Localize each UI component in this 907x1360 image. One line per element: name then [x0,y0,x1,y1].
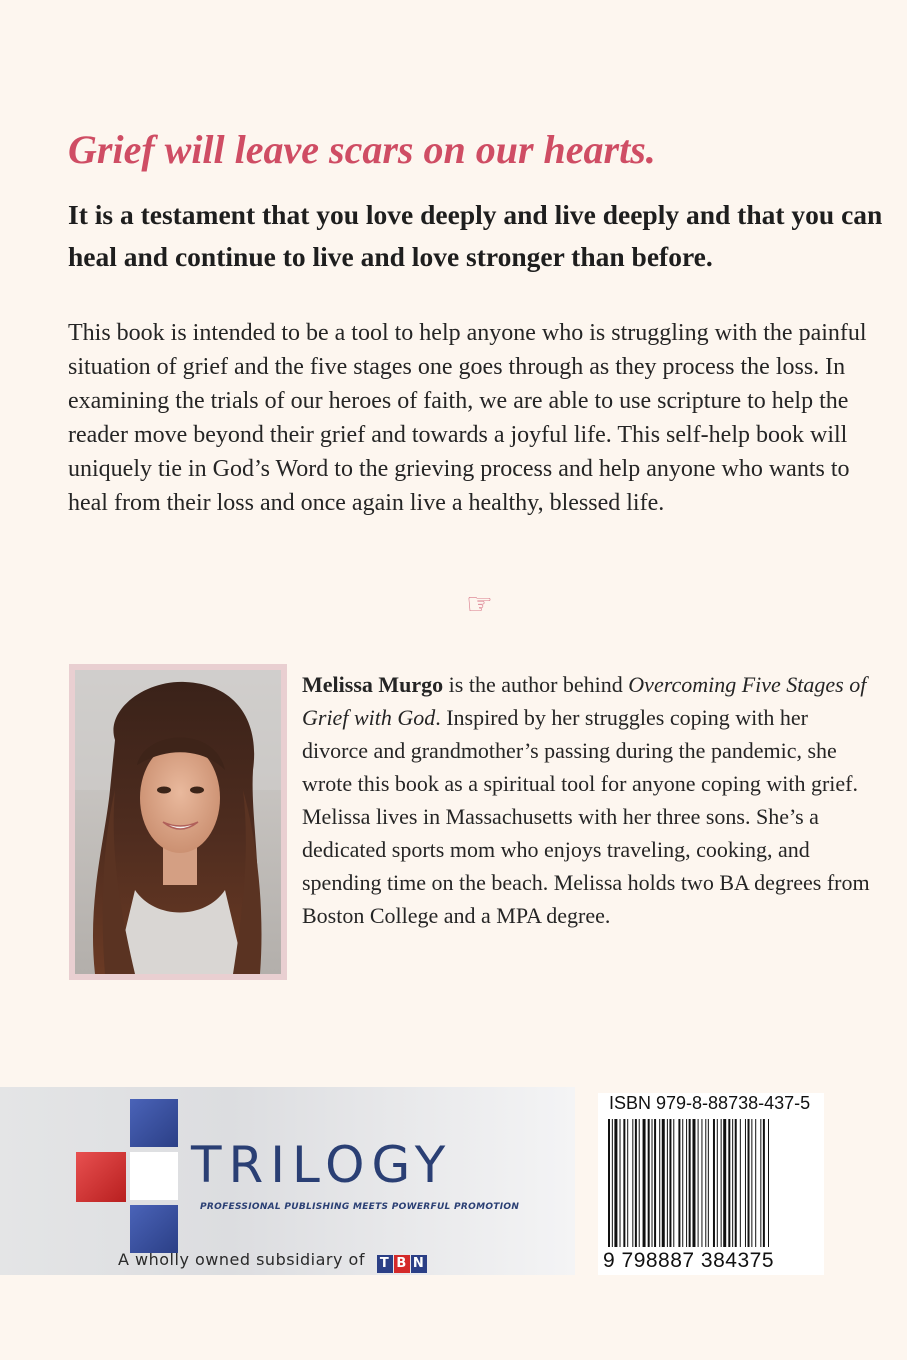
publisher-tagline: PROFESSIONAL PUBLISHING MEETS POWERFUL PROMOTION [200,1202,520,1212]
logo-square-bottom [130,1205,178,1253]
author-name: Melissa Murgo [302,672,444,697]
publisher-name: TRILOGY [191,1136,453,1194]
tbn-logo [377,1252,428,1273]
headline: Grief will leave scars on our hearts. [68,127,656,172]
tbn-letter-t: T [377,1255,393,1273]
logo-square-top [130,1099,178,1147]
pointing-hand-icon: ☞ [466,587,493,622]
publisher-banner [0,1087,575,1275]
isbn-label: ISBN 979-8-88738-437-5 [609,1093,811,1113]
tbn-letter-b: B [394,1255,410,1273]
author-bio [302,668,877,932]
subsidiary-text: A wholly owned subsidiary of [118,1250,365,1269]
barcode-digits: 9 798887 384375 [603,1249,774,1272]
book-description: This book is intended to be a tool to help anyone who is struggling with the painful situation of grief and the five stages one goes through as they process the loss. In examining the trials of our heroes of faith, we are able to use scripture to help the reader move beyond their grief and towards a joyful life. This self-help book will uniquely tie in God’s Word to the grieving process and help anyone who wants to heal from their loss and once again live a healthy, blessed life. [68,320,867,516]
logo-square-left [76,1152,126,1202]
barcode-box [598,1093,824,1275]
author-photo [75,670,281,974]
subhead: It is a testament that you love deeply and live deeply and that you can heal and continue to live and love stronger than before. [68,199,883,272]
book-title: Overcoming Five Stages of Grief with God [302,672,867,730]
bio-rest: . Inspired by her struggles coping with her divorce and grandmother’s passing during the pandemic, she wrote this book as a spiritual tool for anyone coping with grief. Melissa lives in Massachusetts with her three sons. She’s a dedicated sports mom who enjoys traveling, cooking, and spending time on the beach. Melissa holds two BA degrees from Boston College and a MPA degree. [302,705,870,928]
barcode-bars [608,1119,814,1247]
logo-square-center [130,1152,178,1200]
tbn-letter-n: N [411,1255,427,1273]
author-portrait-image [75,670,281,974]
author-photo-frame [69,664,287,980]
bio-intro: is the author behind [443,672,629,697]
subsidiary-line [118,1250,428,1273]
